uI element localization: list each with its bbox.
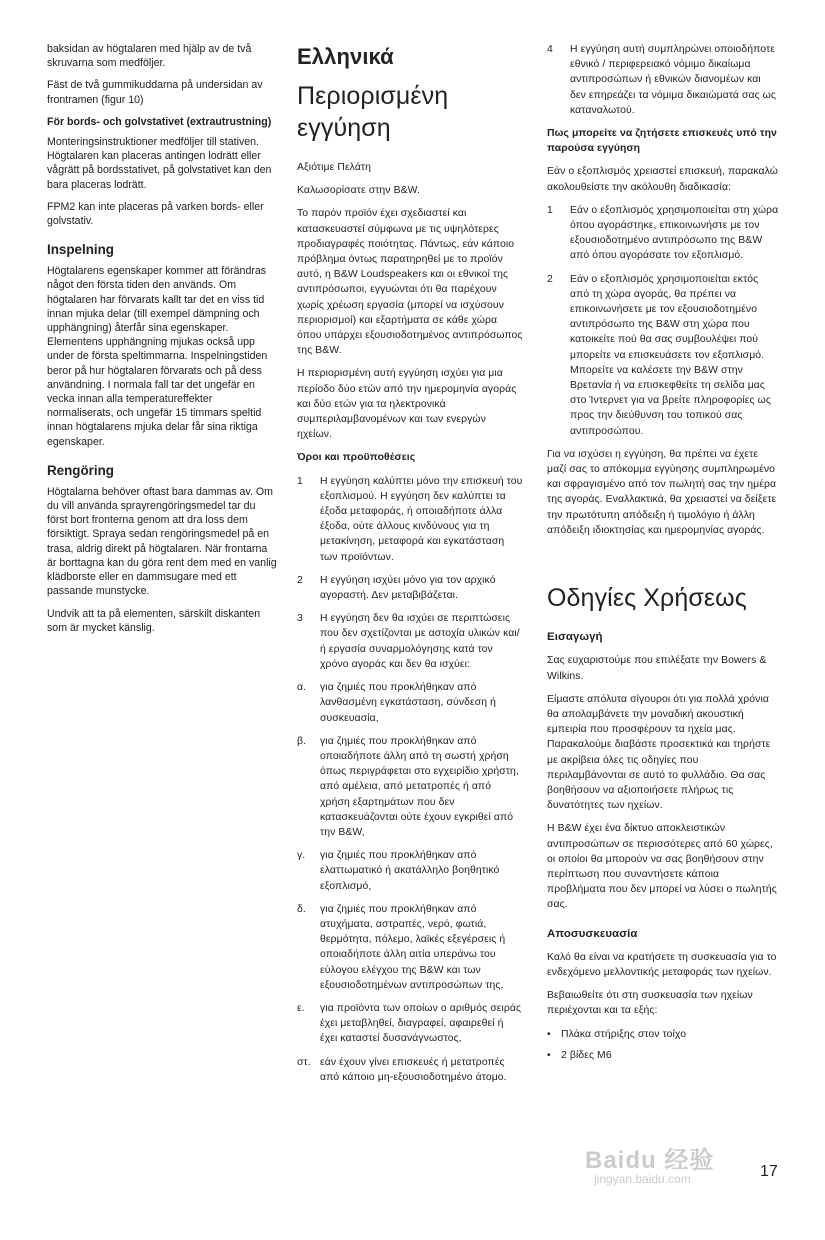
- item-text: Εάν ο εξοπλισμός χρησιμοποιείται στη χώρα όπου αγοράστηκε, επικοινωνήστε με τον εξουσιοδοτημένο αντιπρόσωπο της B&W από όπου αγοράσατε τον εξοπλισμό.: [570, 204, 779, 262]
- paragraph: Högtalarens egenskaper kommer att förändras något den första tiden den används. Om högtalaren har förvarats kallt tar det en viss tid innan mjuka delar (till exempel dämpning och upphängning) återfår sina egenskaper. Elementens upphängning mjukas också upp under de första speltimmarna. Inspelningstiden beror på hur högtalaren förvarats och på dess användning. I normala fall tar det ungefär en vecka innan alla temperatureffekter normaliserats, och ungefär 15 timmars speltid innan högtalarens mjuka delar får sina riktiga egenskaper.: [47, 265, 268, 448]
- bullet-text: 2 βίδες M6: [561, 1049, 612, 1061]
- item-text: Η εγγύηση δεν θα ισχύει σε περιπτώσεις που δεν σχετίζονται με αστοχία υλικών και/ή εργασία συναρμολόγησης κατά τον χρόνο αγοράς και δεν θα ισχύει:: [320, 613, 520, 670]
- paragraph: Για να ισχύσει η εγγύηση, θα πρέπει να έχετε μαζί σας το απόκομμα εγγύησης συμπληρωμένο και σφραγισμένο από τον πωλητή σας την ημέρα της αγοράς. Εναλλακτικά, θα χρειαστεί να δείξετε την πρωτότυπη απόδειξη ή τιμολόγιο ή άλλη απόδειξη ιδιοκτησίας και ημερομηνίας αγοράς.: [547, 448, 777, 536]
- item-number: δ.: [297, 903, 306, 915]
- paragraph: Fäst de två gummikuddarna på undersidan av frontramen (figur 10): [47, 79, 263, 106]
- claim-heading: Πως μπορείτε να ζητήσετε επισκευές υπό την παρούσα εγγύηση: [547, 128, 777, 155]
- paragraph: Εάν ο εξοπλισμός χρειαστεί επισκευή, παρακαλώ ακολουθείστε την ακόλουθη διαδικασία:: [547, 166, 778, 193]
- bullet-icon: •: [547, 1049, 551, 1061]
- item-number: 4: [547, 44, 553, 55]
- swedish-column: [47, 42, 277, 643]
- terms-heading: Όροι και προϋποθέσεις: [297, 452, 416, 464]
- terms-item: [297, 474, 523, 565]
- item-number: 2: [547, 273, 553, 285]
- unpack-heading: Αποσυσκευασία: [547, 927, 638, 940]
- item-number: 3: [297, 613, 303, 625]
- paragraph: Βεβαιωθείτε ότι στη συσκευασία των ηχείων περιέχονται και τα εξής:: [547, 990, 753, 1017]
- terms-item: [297, 1055, 523, 1085]
- bullet-item: [547, 1048, 779, 1063]
- paragraph: Undvik att ta på elementen, särskilt diskanten som är mycket känslig.: [47, 607, 261, 634]
- item-text: Η εγγύηση αυτή συμπληρώνει οποιοδήποτε εθνικό / περιφερειακό νόμιμο δικαίωμα αντιπροσώπων ή εθνικών διανομέων και δεν επηρεάζει τα νόμιμα δικαιώματά σας ως καταναλωτού.: [570, 44, 777, 116]
- manual-title: Οδηγίες Χρήσεως: [547, 584, 747, 613]
- greek-manual-column: [547, 42, 779, 1069]
- item-text: Εάν ο εξοπλισμός χρησιμοποιείται εκτός από τη χώρα αγοράς, θα πρέπει να επικοινωνήσετε με τον εξουσιοδοτημένο αντιπρόσωπο της B&W στη χώρα που κατοικείτε πού θα σας συμβουλέψει πού μπορείτε να επισκευάσετε τον εξοπλισμό. Μπορείτε να καλέσετε την B&W στην Βρετανία ή να επισκεφθείτε τη σελίδα μας στο Ίντερνετ για να βρείτε πληροφορίες ως προς την διεύθυνση του τοπικού σας αντιπροσώπου.: [570, 273, 771, 437]
- item-text: για προϊόντα των οποίων ο αριθμός σειράς έχει μεταβληθεί, διαγραφεί, αφαιρεθεί ή έχει καταστεί δυσανάγνωστος,: [320, 1002, 522, 1045]
- paragraph: Monteringsinstruktioner medföljer till stativen. Högtalaren kan placeras antingen lodrätt eller vågrätt på bordsstativet, på golvstativet kan den bara placeras lodrätt.: [47, 136, 272, 191]
- greeting: Αξιότιμε Πελάτη: [297, 162, 372, 173]
- paragraph: Η B&W έχει ένα δίκτυο αποκλειστικών αντιπροσώπων σε περισσότερες από 60 χώρες, οι οποίοι θα μπορούν να σας βοηθήσουν στην περίπτωση που συναντήσετε κάποια προβλήματα που δεν μπορεί να λύσει ο πωλητής σας.: [547, 823, 777, 911]
- paragraph: Högtalarna behöver oftast bara dammas av. Om du vill använda sprayrengöringsmedel tar du först bort fronterna genom att dra loss dem försiktigt. Spraya sedan rengöringsmedel på en trasa, aldrig direkt på högtalaren. När frontarna är borttagna kan du göra rent dem med en vanlig klädborste eller en dammsugare med ett passande munstycke.: [47, 485, 277, 598]
- item-number: β.: [297, 735, 307, 747]
- item-number: στ.: [297, 1056, 311, 1068]
- claim-item: [547, 272, 779, 439]
- inspelning-heading: Inspelning: [47, 242, 114, 258]
- item-number: 1: [297, 475, 303, 487]
- paragraph: Σας ευχαριστούμε που επιλέξατε την Bowers & Wilkins.: [547, 655, 767, 682]
- bullet-text: Πλάκα στήριξης στον τοίχο: [561, 1028, 687, 1040]
- item-text: για ζημιές που προκλήθηκαν από ατυχήματα, αστραπές, νερό, φωτιά, θερμότητα, πόλεμο, λαϊκές εξεγέρσεις ή οποιαδήποτε άλλη αιτία υπεράνω του εύλογου ελέγχου της B&W και των εξουσιοδοτημένων αντιπροσώπων της,: [320, 903, 506, 991]
- bullet-item: [547, 1027, 779, 1042]
- rengoring-heading: Rengöring: [47, 462, 114, 478]
- terms-item: [297, 611, 523, 672]
- item-text: για ζημιές που προκλήθηκαν από λανθασμένη εγκατάσταση, σύνδεση ή συσκευασία,: [320, 682, 496, 724]
- paragraph: FPM2 kan inte placeras på varken bords- eller golvstativ.: [47, 200, 264, 228]
- paragraph: baksidan av högtalaren med hjälp av de två skruvarna som medföljer.: [47, 43, 252, 70]
- item-number: 2: [297, 574, 303, 586]
- paragraph: Είμαστε απόλυτα σίγουροι ότι για πολλά χρόνια θα απολαμβάνετε την μοναδική ακουστική εμπειρία που προσφέρουν τα ηχεία μας. Παρακαλούμε διαβάστε προσεκτικά και τηρήστε με ακρίβεια όλες τις οδηγίες που περιλαμβάνονται σε αυτό το φυλλάδιο. Θα σας βοηθήσουν να αξιοποιήσετε πλήρως τις δυνατότητες των ηχείων.: [547, 693, 771, 812]
- greek-warranty-column: [297, 42, 523, 1093]
- item-text: για ζημιές που προκλήθηκαν από οποιαδήποτε άλλη από τη σωστή χρήση όπως περιγράφεται στο εγχειρίδιο χρήστη, από αμέλεια, από μετατροπές ή από χρήση εξαρτημάτων που δεν κατασκευάζονται ούτε έχουν εγκριθεί από την B&W,: [320, 735, 519, 838]
- language-title: Ελληνικά: [297, 44, 394, 69]
- warranty-title: Περιορισμένη εγγύηση: [297, 82, 449, 142]
- terms-item: [297, 734, 523, 840]
- item-text: Η εγγύηση καλύπτει μόνο την επισκευή του εξοπλισμού. Η εγγύηση δεν καλύπτει τα έξοδα μεταφοράς, ή οποιαδήποτε άλλα έξοδα, ούτε άλλους κινδύνους για τη μετακίνηση, μεταφορά και εγκατάσταση των προϊόντων.: [320, 475, 523, 563]
- item-text: για ζημιές που προκλήθηκαν από ελαττωματικό ή ακατάλληλο βοηθητικό εξοπλισμό,: [320, 850, 500, 892]
- terms-item: [297, 680, 523, 726]
- item-number: 1: [547, 204, 553, 216]
- claim-item: [547, 203, 779, 264]
- item-number: γ.: [297, 850, 306, 862]
- watermark-logo: Baidu 经验: [585, 1147, 715, 1174]
- terms-item: [297, 1001, 523, 1047]
- item-text: Η εγγύηση ισχύει μόνο για τον αρχικό αγοραστή. Δεν μεταβιβάζεται.: [320, 574, 496, 602]
- item-number: α.: [297, 682, 307, 694]
- terms-item: [547, 42, 779, 118]
- paragraph: Το παρόν προϊόν έχει σχεδιαστεί και κατασκευαστεί σύμφωνα με τις υψηλότερες προδιαγραφές ποιότητας. Πάντως, εάν κάποιο πρόβλημα όντως παρατηρηθεί με το προϊόν αυτό, η B&W Loudspeakers και οι εθνικοί της αντιπρόσωποι, εγγυώνται ότι θα παρέχουν χωρίς χρέωση εργασία (μπορεί να ισχύσουν περιορισμοί) και εξαρτήματα σε κάθε χώρα όπου υπάρχει εξουσιοδοτημένος αντιπρόσωπος της B&W.: [297, 208, 523, 357]
- item-text: εάν έχουν γίνει επισκευές ή μετατροπές από κάποιο μη-εξουσιοδοτημένο άτομο.: [320, 1056, 507, 1083]
- terms-item: [297, 573, 523, 603]
- stand-heading: För bords- och golvstativet (extrautrustning): [47, 115, 272, 128]
- paragraph: Η περιορισμένη αυτή εγγύηση ισχύει για μια περίοδο δύο ετών από την ημερομηνία αγοράς και δύο ετών για τα ηλεκτρονικά συμπεριλαμβανομένων και των ενεργών ηχείων.: [297, 368, 517, 441]
- paragraph: Καλό θα είναι να κρατήσετε τη συσκευασία για το ενδεχόμενο μελλοντικής μεταφοράς των ηχείων.: [547, 951, 777, 978]
- item-number: ε.: [297, 1002, 305, 1014]
- welcome: Καλωσορίσατε στην B&W.: [297, 185, 420, 197]
- watermark-url: jingyan.baidu.com: [594, 1172, 691, 1186]
- page-number: 17: [760, 1163, 778, 1180]
- terms-item: [297, 902, 523, 993]
- terms-item: [297, 848, 523, 894]
- bullet-icon: •: [547, 1028, 551, 1040]
- intro-heading: Εισαγωγή: [547, 631, 603, 644]
